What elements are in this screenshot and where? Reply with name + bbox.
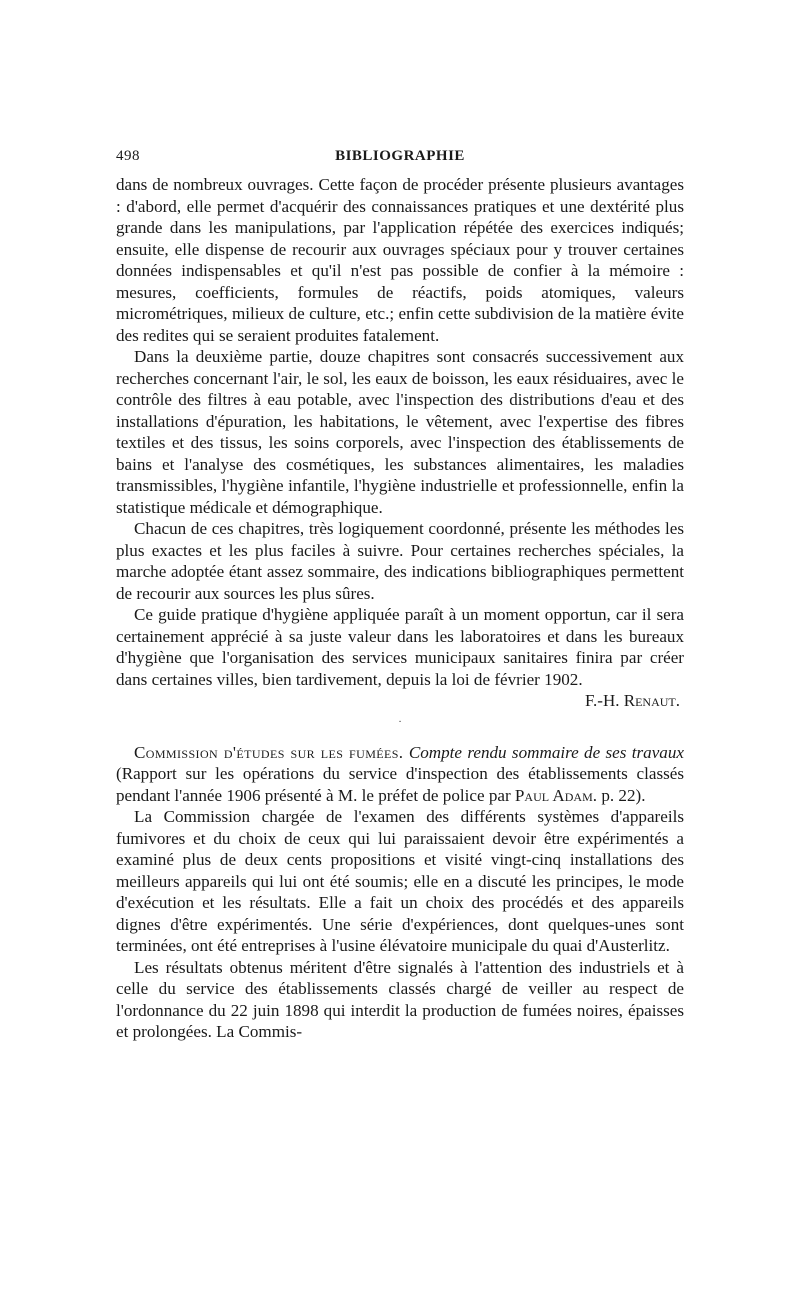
section-divider: ·: [398, 716, 402, 728]
paragraph: Les résultats obtenus méritent d'être signalés à l'attention des industriels et à celle du service des établissements classés chargé de veiller au respect de l'ordonnance du 22 juin 1898 qui interdit la production de fumées noires, épaisses et prolongées. La Commis-: [116, 957, 684, 1041]
entry-citation: (Rapport sur les opérations du service d'inspection des établissements classés pendant l'année 1906 présenté à M. le préfet de police par: [116, 764, 684, 805]
paragraph: Chacun de ces chapitres, très logiquement coordonné, présente les méthodes les plus exactes et les plus faciles à suivre. Pour certaines recherches spéciales, la marche adoptée étant assez sommaire, des indications bibliographiques permettent de recourir aux sources les plus sûres.: [116, 519, 684, 603]
paragraph: Ce guide pratique d'hygiène appliquée paraît à un moment opportun, car il sera certainement apprécié à sa juste valeur dans les laboratoires et dans les bureaux d'hygiène que l'organisation des services municipaux sanitaires finira par créer dans certaines villes, bien tardivement, depuis la loi de février 1902.: [116, 605, 684, 689]
page-number: 498: [116, 148, 140, 164]
paragraph: Dans la deuxième partie, douze chapitres sont consacrés successivement aux recherches concernant l'air, le sol, les eaux de boisson, les eaux résiduaires, avec le contrôle des filtres à eau potable, avec l'inspection des distributions d'eau et des installations d'épuration, les habitations, le vêtement, avec l'expertise des fibres textiles et des tissus, les soins corporels, avec l'inspection des établissements de bains et l'analyse des cosmétiques, les substances alimentaires, les maladies transmissibles, l'hygiène infantile, l'hygiène industrielle et professionnelle, enfin la statistique médicale et démographique.: [116, 347, 684, 517]
review-commission-fumees: [116, 742, 684, 1043]
review-guide-hygiene: [116, 174, 684, 712]
entry-title: Compte rendu sommaire de ses travaux: [408, 742, 684, 762]
review-signature: F.-H. Renaut.: [584, 691, 680, 710]
paragraph: La Commission chargée de l'examen des différents systèmes d'appareils fumivores et du choix de ceux qui lui paraissaient devoir être expérimentés a examiné plus de deux cents propositions et visité vingt-cinq installations des meilleurs appareils qui lui ont été soumis; elle en a discuté les principes, le mode d'exécution et les résultats. Elle a fait un choix des procédés et des appareils dignes d'être expérimentés. Une série d'expériences, dont quelques-unes sont terminées, ont été entreprises à l'usine élévatoire municipale du quai d'Austerlitz.: [116, 807, 684, 955]
entry-author: Commission d'études sur les fumées.: [134, 742, 404, 762]
paragraph: dans de nombreux ouvrages. Cette façon de procéder présente plusieurs avantages : d'abord, elle permet d'acquérir des connaissances pratiques et une dextérité plus grande dans les manipulations, par l'application répétée des exercices indiqués; ensuite, elle dispense de recourir aux ouvrages spéciaux pour y trouver certaines données indispensables et qu'il n'est pas possible de confier à la mémoire : mesures, coefficients, formules de réactifs, poids atomiques, valeurs micrométriques, milieux de culture, etc.; enfin cette subdivision de la matière évite des redites qui se seraient produites fatalement.: [116, 175, 684, 345]
bibliographic-entry: [116, 742, 684, 807]
book-page: [116, 148, 684, 1043]
entry-citation-end: . p. 22).: [592, 785, 646, 805]
running-head: [116, 148, 684, 174]
running-title: BIBLIOGRAPHIE: [335, 148, 465, 164]
entry-person: Paul Adam: [514, 785, 593, 805]
